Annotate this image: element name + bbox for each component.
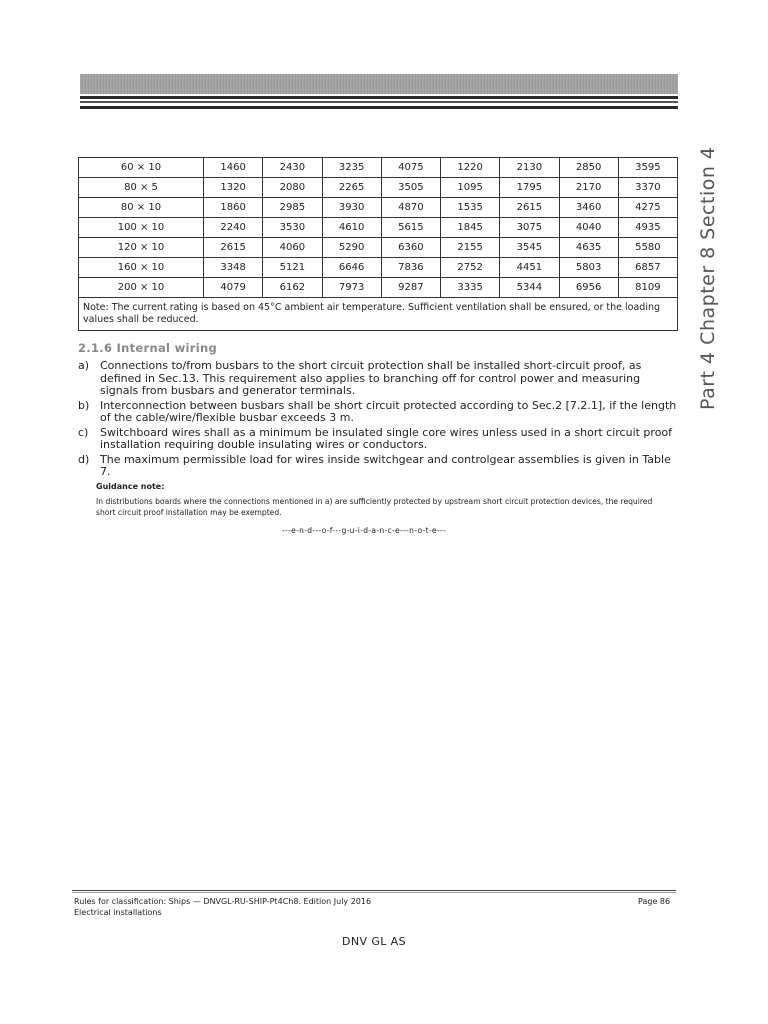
cross-section-cell: 60 × 10 xyxy=(79,158,204,178)
current-value-cell: 9287 xyxy=(381,278,440,298)
list-marker: d) xyxy=(78,452,90,466)
guidance-end-marker: ---e-n-d---o-f---g-u-i-d-a-n-c-e---n-o-t-e--- xyxy=(282,526,446,535)
list-item-text: The maximum permissible load for wires inside switchgear and controlgear assemblies is given in Table 7. xyxy=(100,452,671,478)
list-marker: b) xyxy=(78,398,90,412)
requirement-list xyxy=(78,360,678,481)
header-band xyxy=(80,74,678,94)
current-value-cell: 4079 xyxy=(204,278,263,298)
header-rule xyxy=(80,106,678,109)
current-value-cell: 6857 xyxy=(618,258,677,278)
cross-section-cell: 120 × 10 xyxy=(79,238,204,258)
list-item xyxy=(78,454,678,479)
current-value-cell: 4040 xyxy=(559,218,618,238)
footer-rule xyxy=(72,890,676,891)
header-rule xyxy=(80,96,678,99)
current-value-cell: 1220 xyxy=(441,158,500,178)
current-value-cell: 1095 xyxy=(441,178,500,198)
current-rating-table xyxy=(78,157,678,331)
cross-section-cell: 80 × 10 xyxy=(79,198,204,218)
list-item xyxy=(78,400,678,425)
current-value-cell: 4935 xyxy=(618,218,677,238)
current-value-cell: 4451 xyxy=(500,258,559,278)
list-item-text: Connections to/from busbars to the short circuit protection shall be installed short-circuit proof, as defined in Sec.13. This requirement also applies to branching off for control power and measuring signals from busbars and generator terminals. xyxy=(100,359,642,397)
company-name: DNV GL AS xyxy=(342,935,406,948)
guidance-text: In distributions boards where the connections mentioned in a) are sufficiently protected by upstream short circuit protection devices, the required short circuit proof installation may be exempted. xyxy=(96,497,653,517)
current-value-cell: 6162 xyxy=(263,278,322,298)
current-value-cell: 3235 xyxy=(322,158,381,178)
current-value-cell: 2170 xyxy=(559,178,618,198)
table-row xyxy=(79,258,678,278)
current-value-cell: 1795 xyxy=(500,178,559,198)
cross-section-cell: 160 × 10 xyxy=(79,258,204,278)
table-row xyxy=(79,238,678,258)
current-value-cell: 4060 xyxy=(263,238,322,258)
page-number: Page 86 xyxy=(638,897,671,906)
current-value-cell: 2985 xyxy=(263,198,322,218)
list-item xyxy=(78,360,678,398)
current-value-cell: 1535 xyxy=(441,198,500,218)
current-value-cell: 5615 xyxy=(381,218,440,238)
current-value-cell: 2155 xyxy=(441,238,500,258)
current-value-cell: 2752 xyxy=(441,258,500,278)
current-value-cell: 2080 xyxy=(263,178,322,198)
current-value-cell: 3505 xyxy=(381,178,440,198)
current-value-cell: 5290 xyxy=(322,238,381,258)
current-value-cell: 3545 xyxy=(500,238,559,258)
current-value-cell: 3460 xyxy=(559,198,618,218)
footer-rules-title: Rules for classification: Ships — DNVGL-RU-SHIP-Pt4Ch8. Edition July 2016 xyxy=(74,897,372,906)
section-heading: 2.1.6 Internal wiring xyxy=(78,341,217,355)
table-row xyxy=(79,178,678,198)
list-item-text: Switchboard wires shall as a minimum be insulated single core wires unless used in a short circuit proof installation requiring double insulating wires or conductors. xyxy=(100,425,673,451)
current-value-cell: 2850 xyxy=(559,158,618,178)
current-value-cell: 4870 xyxy=(381,198,440,218)
current-value-cell: 2265 xyxy=(322,178,381,198)
current-value-cell: 3075 xyxy=(500,218,559,238)
cross-section-cell: 80 × 5 xyxy=(79,178,204,198)
side-section-label: Part 4 Chapter 8 Section 4 xyxy=(697,146,719,410)
current-value-cell: 2615 xyxy=(204,238,263,258)
current-value-cell: 4275 xyxy=(618,198,677,218)
current-value-cell: 2240 xyxy=(204,218,263,238)
cross-section-cell: 100 × 10 xyxy=(79,218,204,238)
current-value-cell: 5121 xyxy=(263,258,322,278)
header-rule xyxy=(80,101,678,103)
current-value-cell: 3530 xyxy=(263,218,322,238)
current-value-cell: 5580 xyxy=(618,238,677,258)
list-item-text: Interconnection between busbars shall be short circuit protected according to Sec.2 [7.2.1], if the length of the cable/wire/flexible busbar exceeds 3 m. xyxy=(100,398,677,424)
current-value-cell: 4610 xyxy=(322,218,381,238)
footer-subtitle: Electrical installations xyxy=(74,908,162,917)
current-value-cell: 1460 xyxy=(204,158,263,178)
current-value-cell: 1860 xyxy=(204,198,263,218)
current-value-cell: 7836 xyxy=(381,258,440,278)
current-value-cell: 4635 xyxy=(559,238,618,258)
current-value-cell: 3595 xyxy=(618,158,677,178)
current-value-cell: 3370 xyxy=(618,178,677,198)
list-item xyxy=(78,427,678,452)
current-value-cell: 6360 xyxy=(381,238,440,258)
footer-rule xyxy=(72,892,676,893)
current-value-cell: 5344 xyxy=(500,278,559,298)
current-value-cell: 4075 xyxy=(381,158,440,178)
current-value-cell: 3930 xyxy=(322,198,381,218)
guidance-title: Guidance note: xyxy=(96,482,165,491)
current-value-cell: 7973 xyxy=(322,278,381,298)
table-row xyxy=(79,278,678,298)
current-value-cell: 3335 xyxy=(441,278,500,298)
current-value-cell: 6646 xyxy=(322,258,381,278)
current-value-cell: 2130 xyxy=(500,158,559,178)
list-marker: a) xyxy=(78,359,90,372)
current-value-cell: 3348 xyxy=(204,258,263,278)
table-note-row xyxy=(79,298,678,331)
footer-document-info xyxy=(74,896,371,918)
current-value-cell: 5803 xyxy=(559,258,618,278)
current-value-cell: 1845 xyxy=(441,218,500,238)
cross-section-cell: 200 × 10 xyxy=(79,278,204,298)
current-value-cell: 2615 xyxy=(500,198,559,218)
table-row xyxy=(79,218,678,238)
current-value-cell: 2430 xyxy=(263,158,322,178)
current-value-cell: 6956 xyxy=(559,278,618,298)
list-marker: c) xyxy=(78,425,89,439)
table-note: Note: The current rating is based on 45°C ambient air temperature. Sufficient ventilation shall be ensured, or the loading values shall be reduced. xyxy=(79,298,678,331)
current-value-cell: 1320 xyxy=(204,178,263,198)
table-row xyxy=(79,198,678,218)
table-row xyxy=(79,158,678,178)
current-value-cell: 8109 xyxy=(618,278,677,298)
